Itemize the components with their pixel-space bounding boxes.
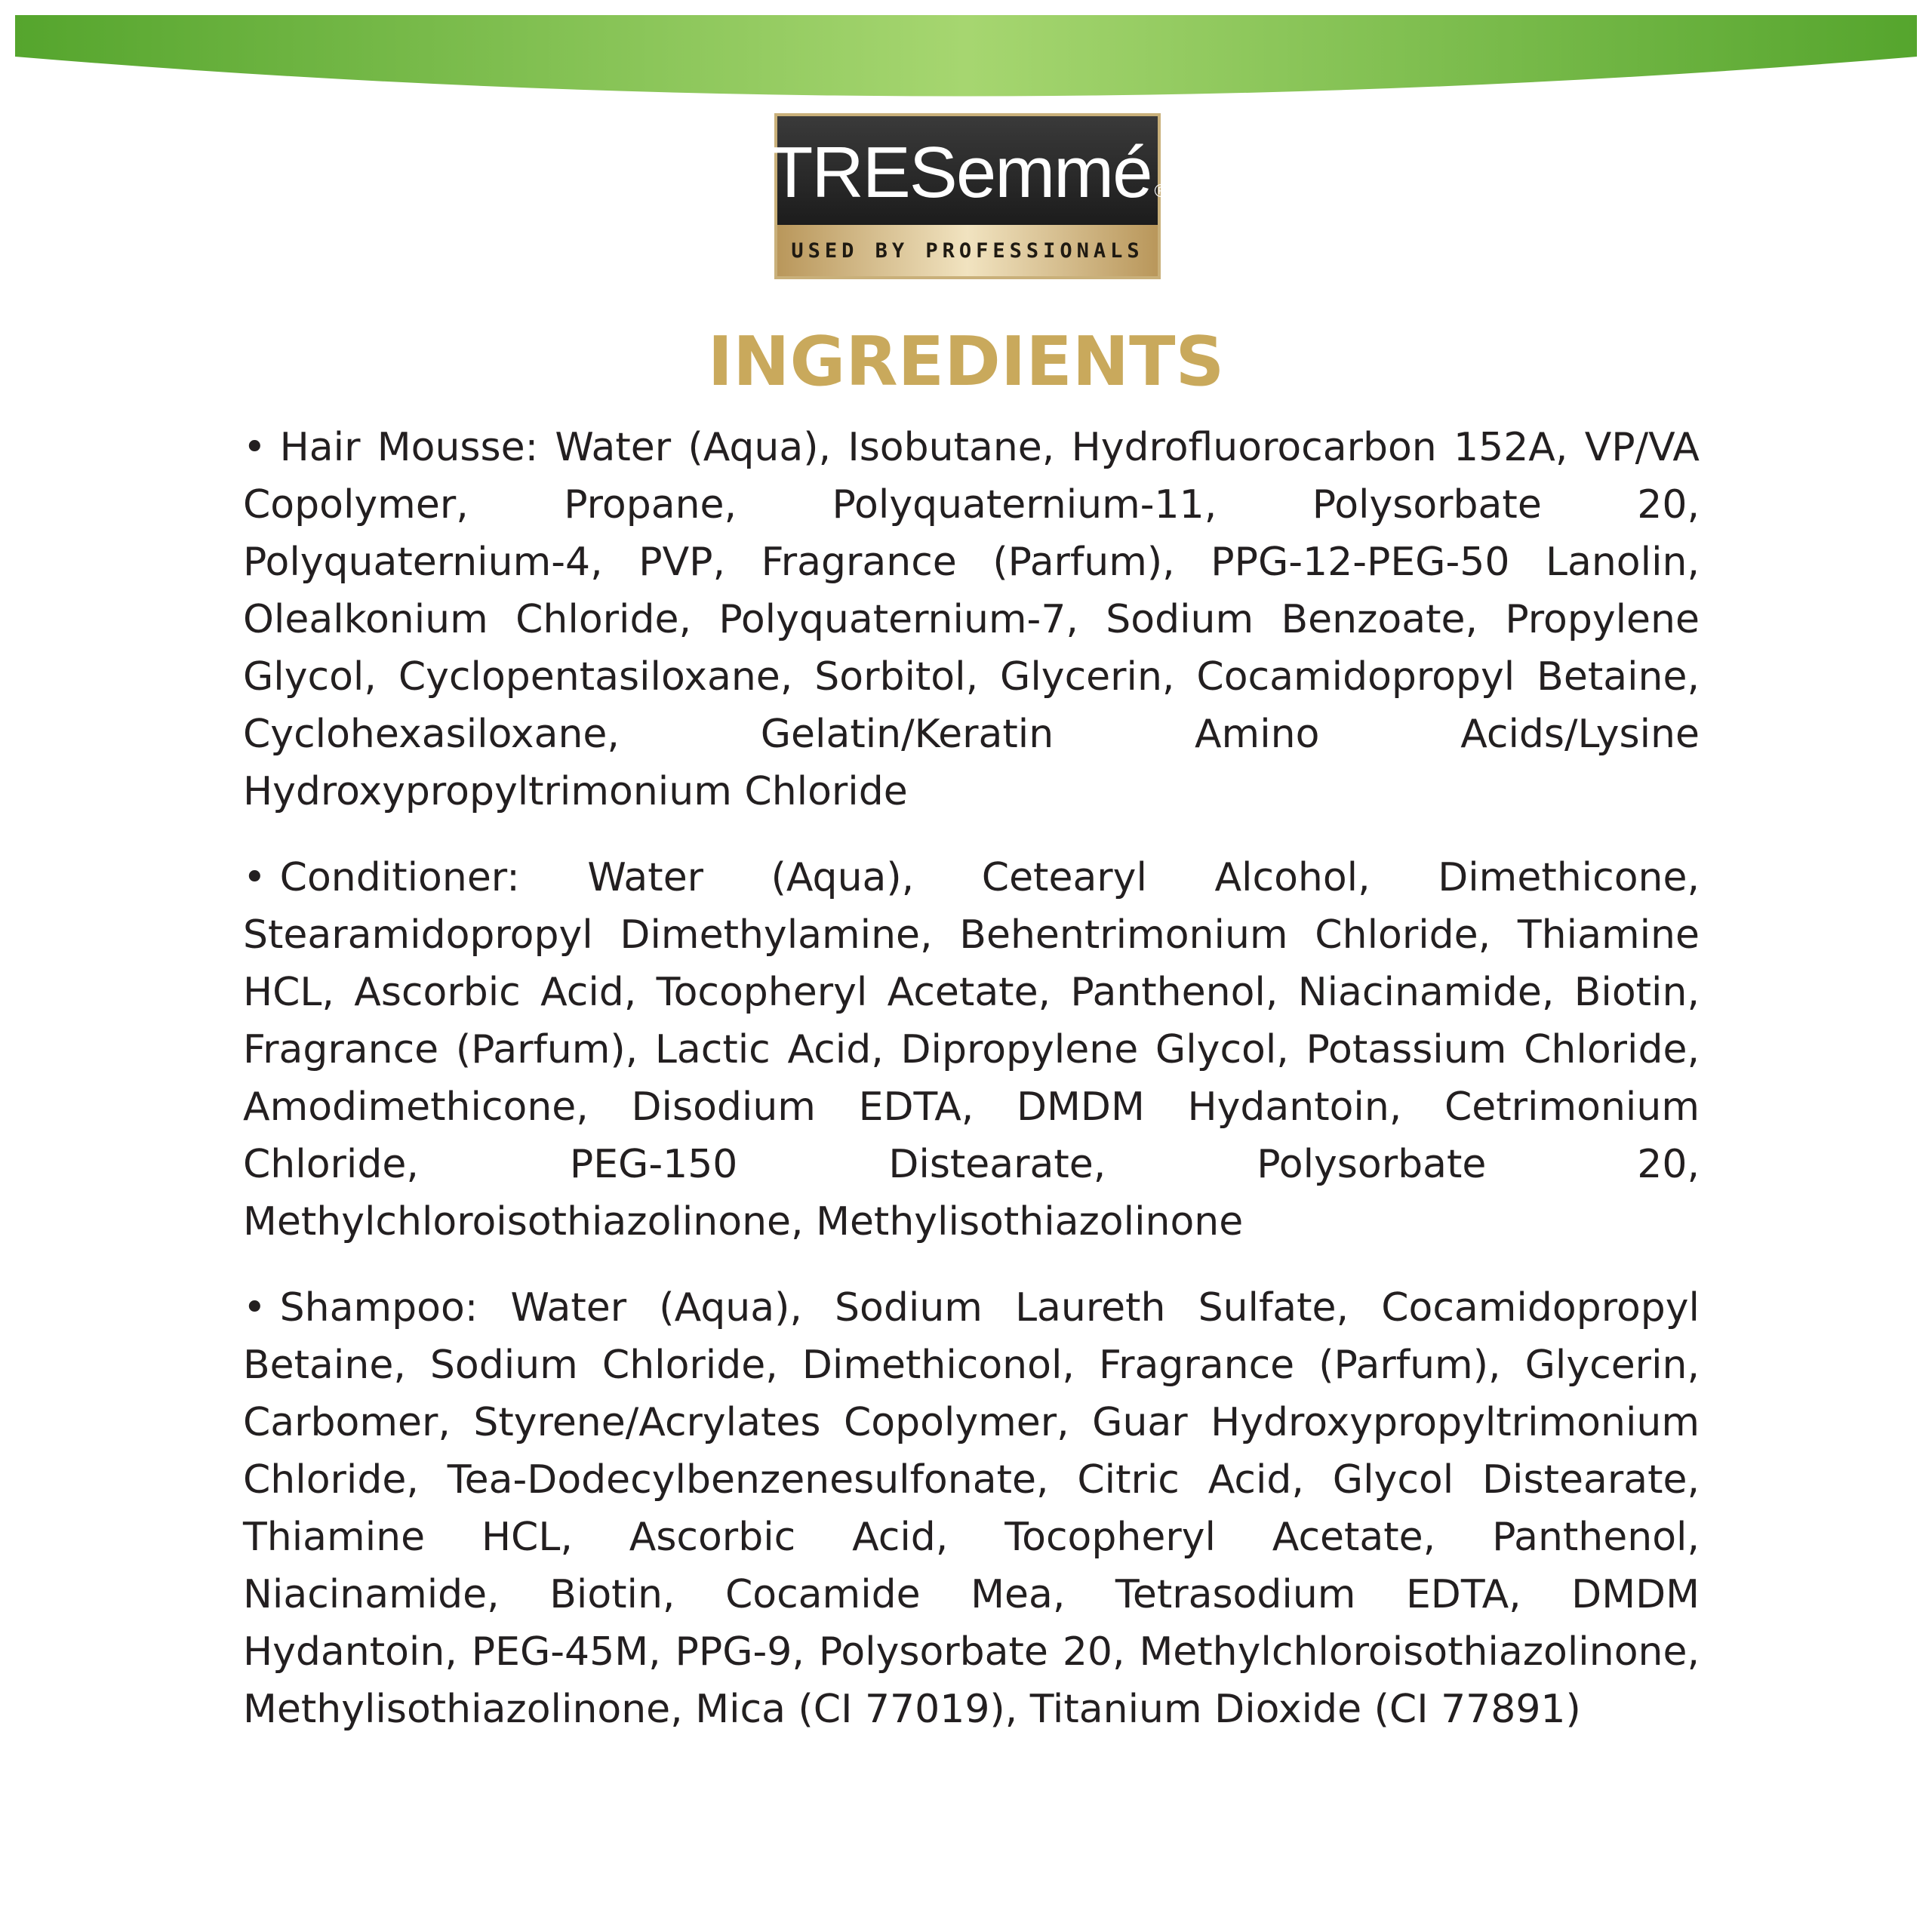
registered-mark: ® — [1154, 181, 1167, 202]
bullet-icon: • — [243, 425, 266, 470]
logo-brand — [768, 116, 1167, 229]
green-band-shape — [15, 15, 1917, 106]
hair-mousse-ingredients — [243, 419, 1700, 820]
logo-tagline: USED BY PROFESSIONALS — [777, 225, 1158, 276]
bullet-icon: • — [243, 1285, 266, 1331]
shampoo-text: Shampoo: Water (Aqua), Sodium Laureth Sulfate, Cocamidopropyl Betaine, Sodium Chloride, Dimethiconol, Fragrance (Parfum), Glycerin, Carbomer, Styrene/Acrylates Copolymer, Guar Hydroxypropyltrimonium Chloride, Tea-Dodecylbenzenesulfonate, Citric Acid, Glycol Distearate, Thiamine HCL, Ascorbic Acid, Tocopheryl Acetate, Panthenol, Niacinamide, Biotin, Cocamide Mea, Tetrasodium EDTA, DMDM Hydantoin, PEG-45M, PPG-9, Polysorbate 20, Methylchloroisothiazolinone, Methylisothiazolinone, Mica (CI 77019), Titanium Dioxide (CI 77891) — [243, 1285, 1700, 1732]
logo-brand-text: TRESemmé — [768, 132, 1152, 213]
bullet-icon: • — [243, 855, 266, 900]
green-top-band — [15, 15, 1917, 106]
ingredients-list — [243, 419, 1700, 1767]
conditioner-text: Conditioner: Water (Aqua), Cetearyl Alcohol, Dimethicone, Stearamidopropyl Dimethylamine, Behentrimonium Chloride, Thiamine HCL, Ascorbic Acid, Tocopheryl Acetate, Panthenol, Niacinamide, Biotin, Fragrance (Parfum), Lactic Acid, Dipropylene Glycol, Potassium Chloride, Amodimethicone, Disodium EDTA, DMDM Hydantoin, Cetrimonium Chloride, PEG-150 Distearate, Polysorbate 20, Methylchloroisothiazolinone, Methylisothiazolinone — [243, 855, 1700, 1244]
shampoo-ingredients — [243, 1279, 1700, 1738]
ingredients-heading: INGREDIENTS — [707, 322, 1225, 401]
conditioner-ingredients — [243, 849, 1700, 1251]
tresemme-logo — [768, 113, 1167, 279]
hair-mousse-text: Hair Mousse: Water (Aqua), Isobutane, Hydrofluorocarbon 152A, VP/VA Copolymer, Propane, Polyquaternium-11, Polysorbate 20, Polyquaternium-4, PVP, Fragrance (Parfum), PPG-12-PEG-50 Lanolin, Olealkonium Chloride, Polyquaternium-7, Sodium Benzoate, Propylene Glycol, Cyclopentasiloxane, Sorbitol, Glycerin, Cocamidopropyl Betaine, Cyclohexasiloxane, Gelatin/Keratin Amino Acids/Lysine Hydroxypropyltrimonium Chloride — [243, 425, 1700, 814]
